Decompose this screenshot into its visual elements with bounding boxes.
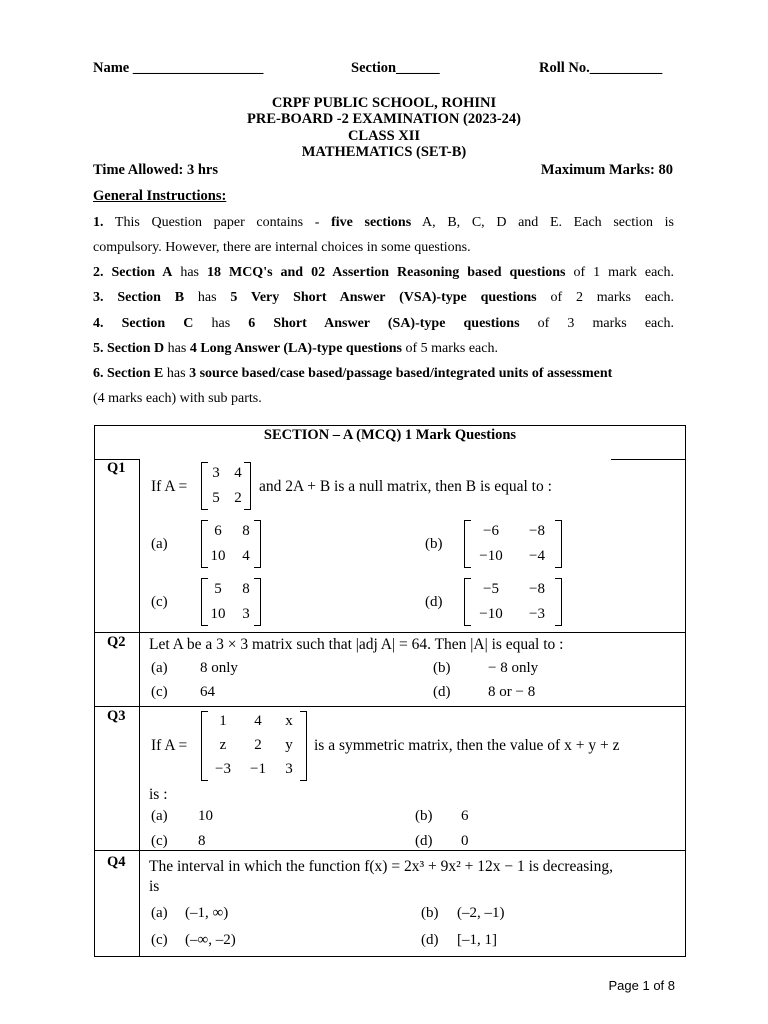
instruction-1: 1. This Question paper contains - five sections A, B, C, D and E. Each section is (93, 215, 674, 230)
option-c: 64 (200, 684, 215, 700)
school-name: CRPF PUBLIC SCHOOL, ROHINI (271, 95, 497, 111)
instruction-6: 6. Section E has 3 source based/case based/passage based/integrated units of assessment (93, 366, 613, 381)
row-divider (95, 632, 686, 633)
question-text: is a symmetric matrix, then the value of x + y + z (314, 737, 620, 754)
option-label: (a) (151, 660, 168, 676)
option-a: 8 only (200, 660, 238, 676)
question-text: The interval in which the function f(x) = 2x³ + 9x² + 12x − 1 is decreasing, (149, 858, 613, 875)
row-divider (95, 850, 686, 851)
subject-name: MATHEMATICS (SET-B) (301, 144, 467, 160)
row-divider (95, 706, 686, 707)
option-c: 8 (198, 833, 206, 849)
question-table: SECTION – A (MCQ) 1 Mark Questions Q1 If A = 3 4 5 2 and 2A + B is a null matrix, then B is equal to : (a) 6 8 10 4 (b) −6 −8 −10 −4 (c) 5 8 10 3 (d) −5 −8 −10 −3 Q2 Let A be a 3 × 3 matrix such that |adj A| = 64. Then |A| is equal to : (a) 8 only (b) − 8 only (c) 64 (d) 8 or − 8 Q3 If A = 1 4 x z 2 y −3 −1 3 is a symmetric matrix, then the value of x + y + z is : (a) 10 (b) 6 (c) 8 (d) 0 Q4 The interval in which the function f(x) = 2x³ + 9x² + 12x − 1 is decreasing, is (a) (–1, ∞) (b) (–2, –1) (c) (–∞, –2) (d) [–1, 1] (94, 425, 686, 957)
instruction-3: 3. Section B has 5 Very Short Answer (VSA)-type questions of 2 marks each. (93, 290, 674, 305)
option-b: 6 (461, 808, 469, 824)
option-b-matrix: −6 −8 −10 −4 (464, 520, 562, 568)
option-d-matrix: −5 −8 −10 −3 (464, 578, 562, 626)
exam-meta (93, 162, 673, 180)
question-text-cont: is : (149, 786, 168, 803)
general-instructions-title: General Instructions: (93, 188, 227, 204)
section-field[interactable]: Section______ (351, 60, 440, 76)
option-label: (c) (151, 684, 168, 700)
option-label: (a) (151, 905, 168, 921)
option-label: (a) (151, 536, 168, 552)
option-d: 8 or − 8 (488, 684, 536, 700)
maximum-marks: Maximum Marks: 80 (540, 162, 673, 178)
table-divider (611, 459, 686, 460)
instruction-5: 5. Section D has 4 Long Answer (LA)-type questions of 5 marks each. (93, 341, 498, 356)
question-number: Q3 (107, 708, 126, 724)
option-label: (b) (433, 660, 451, 676)
option-label: (d) (415, 833, 433, 849)
page-number: Page 1 of 8 (608, 978, 675, 993)
column-divider (139, 459, 140, 957)
option-label: (b) (415, 808, 433, 824)
option-label: (d) (433, 684, 451, 700)
matrix-a: 3 4 5 2 (201, 462, 251, 510)
option-label: (a) (151, 808, 168, 824)
option-label: (b) (425, 536, 443, 552)
option-a-matrix: 6 8 10 4 (201, 520, 261, 568)
student-info-line (93, 60, 673, 80)
question-text: and 2A + B is a null matrix, then B is equal to : (259, 478, 552, 495)
option-b: − 8 only (488, 660, 539, 676)
option-a: (–1, ∞) (185, 905, 229, 921)
option-d: 0 (461, 833, 469, 849)
option-a: 10 (198, 808, 213, 824)
question-text-cont: is (149, 878, 160, 895)
option-label: (c) (151, 833, 168, 849)
option-b: (–2, –1) (457, 905, 505, 921)
instruction-2: 2. Section A has 18 MCQ's and 02 Assertion Reasoning based questions of 1 mark each. (93, 265, 674, 280)
option-label: (b) (421, 905, 439, 921)
roll-number-field[interactable]: Roll No.__________ (539, 60, 663, 76)
exam-name: PRE-BOARD -2 EXAMINATION (2023-24) (246, 111, 521, 127)
question-number: Q1 (107, 460, 126, 476)
time-allowed: Time Allowed: 3 hrs (93, 162, 218, 178)
matrix-a: 1 4 x z 2 y −3 −1 3 (201, 711, 307, 781)
option-label: (c) (151, 932, 168, 948)
class-name: CLASS XII (347, 128, 421, 144)
option-label: (d) (425, 594, 443, 610)
option-c: (–∞, –2) (185, 932, 236, 948)
option-label: (d) (421, 932, 439, 948)
name-field[interactable]: Name __________________ (93, 60, 264, 76)
instruction-6-cont: (4 marks each) with sub parts. (93, 391, 262, 406)
instruction-4: 4. Section C has 6 Short Answer (SA)-type questions of 3 marks each. (93, 316, 674, 331)
section-a-title: SECTION – A (MCQ) 1 Mark Questions (263, 427, 517, 443)
question-number: Q2 (107, 634, 126, 650)
question-number: Q4 (107, 854, 126, 870)
question-text: Let A be a 3 × 3 matrix such that |adj A| = 64. Then |A| is equal to : (149, 636, 564, 653)
option-c-matrix: 5 8 10 3 (201, 578, 261, 626)
option-label: (c) (151, 594, 168, 610)
instruction-1-cont: compulsory. However, there are internal choices in some questions. (93, 240, 471, 255)
option-d: [–1, 1] (457, 932, 497, 948)
